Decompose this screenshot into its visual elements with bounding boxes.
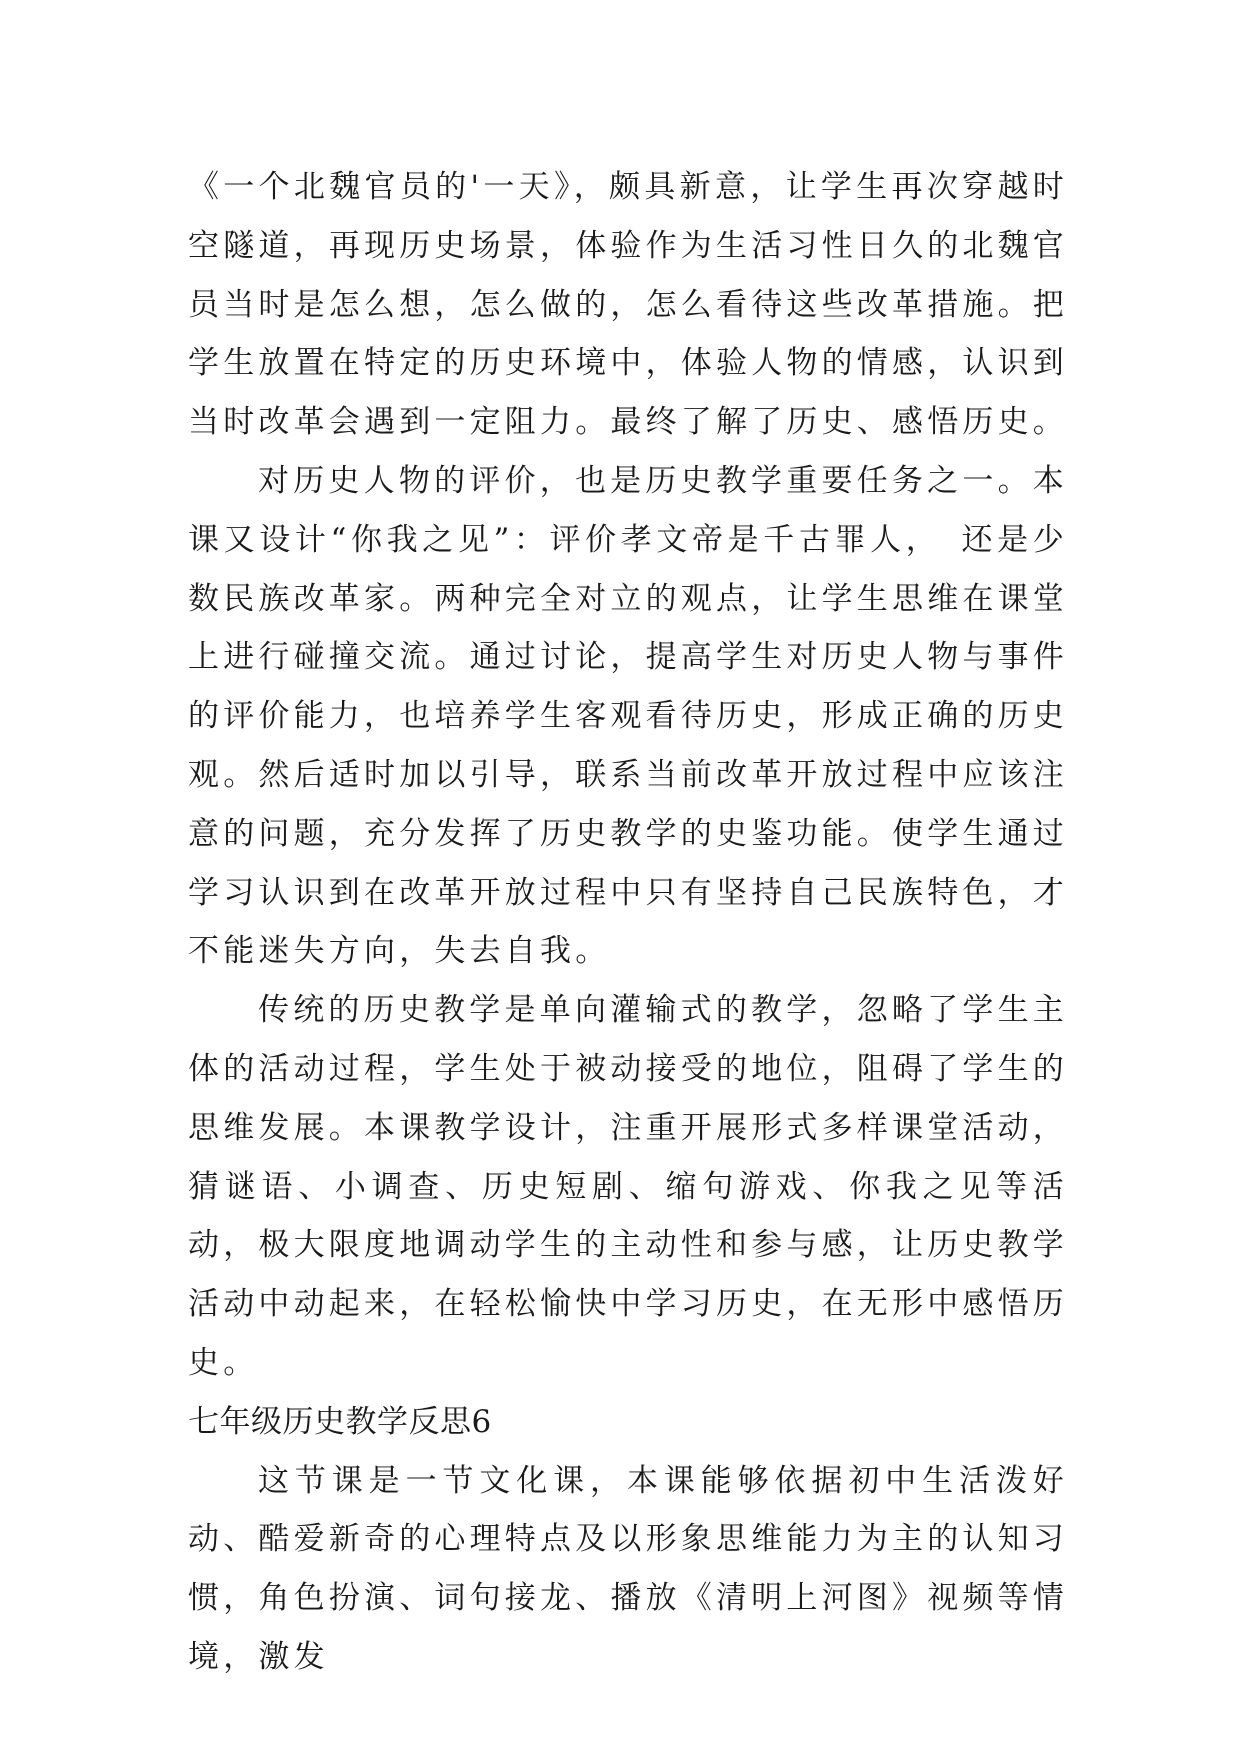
paragraph-beiwei-official: 《一个北魏官员的'一天》，颇具新意，让学生再次穿越时空隧道，再现历史场景，体验作为生活习性日久的北魏官员当时是怎么想，怎么做的，怎么看待这些改革措施。把学生放置在特定的历史环境中，体验人物的情感，认识到当时改革会遇到一定阻力。最终了解了历史、感悟历史。 bbox=[188, 169, 1068, 441]
section-heading: 七年级历史教学反思6 bbox=[188, 1403, 492, 1440]
paragraph-culture-lesson: 这节课是一节文化课，本课能够依据初中生活泼好动、酷爱新奇的心理特点及以形象思维能力为主的认知习惯，角色扮演、词句接龙、播放《清明上河图》视频等情境，激发 bbox=[188, 1462, 1068, 1675]
paragraph-traditional-teaching: 传统的历史教学是单向灌输式的教学，忽略了学生主体的活动过程，学生处于被动接受的地位，阻碍了学生的思维发展。本课教学设计，注重开展形式多样课堂活动，猜谜语、小调查、历史短剧、缩句游戏、你我之见等活动，极大限度地调动学生的主动性和参与感，让历史教学活动中动起来，在轻松愉快中学习历史，在无形中感悟历史。 bbox=[188, 992, 1068, 1381]
paragraph-evaluating-figures: 对历史人物的评价，也是历史教学重要任务之一。本课又设计“你我之见”：评价孝文帝是千古罪人， 还是少数民族改革家。两种完全对立的观点，让学生思维在课堂上进行碰撞交流。通过讨论，提高学生对历史人物与事件的评价能力，也培养学生客观看待历史，形成正确的历史观。然后适时加以引导，联系当前改革开放过程中应该注意的问题，充分发挥了历史教学的史鉴功能。使学生通过学习认识到在改革开放过程中只有坚持自己民族特色，才不能迷失方向，失去自我。 bbox=[188, 462, 1068, 970]
document-body bbox=[188, 158, 1068, 1687]
